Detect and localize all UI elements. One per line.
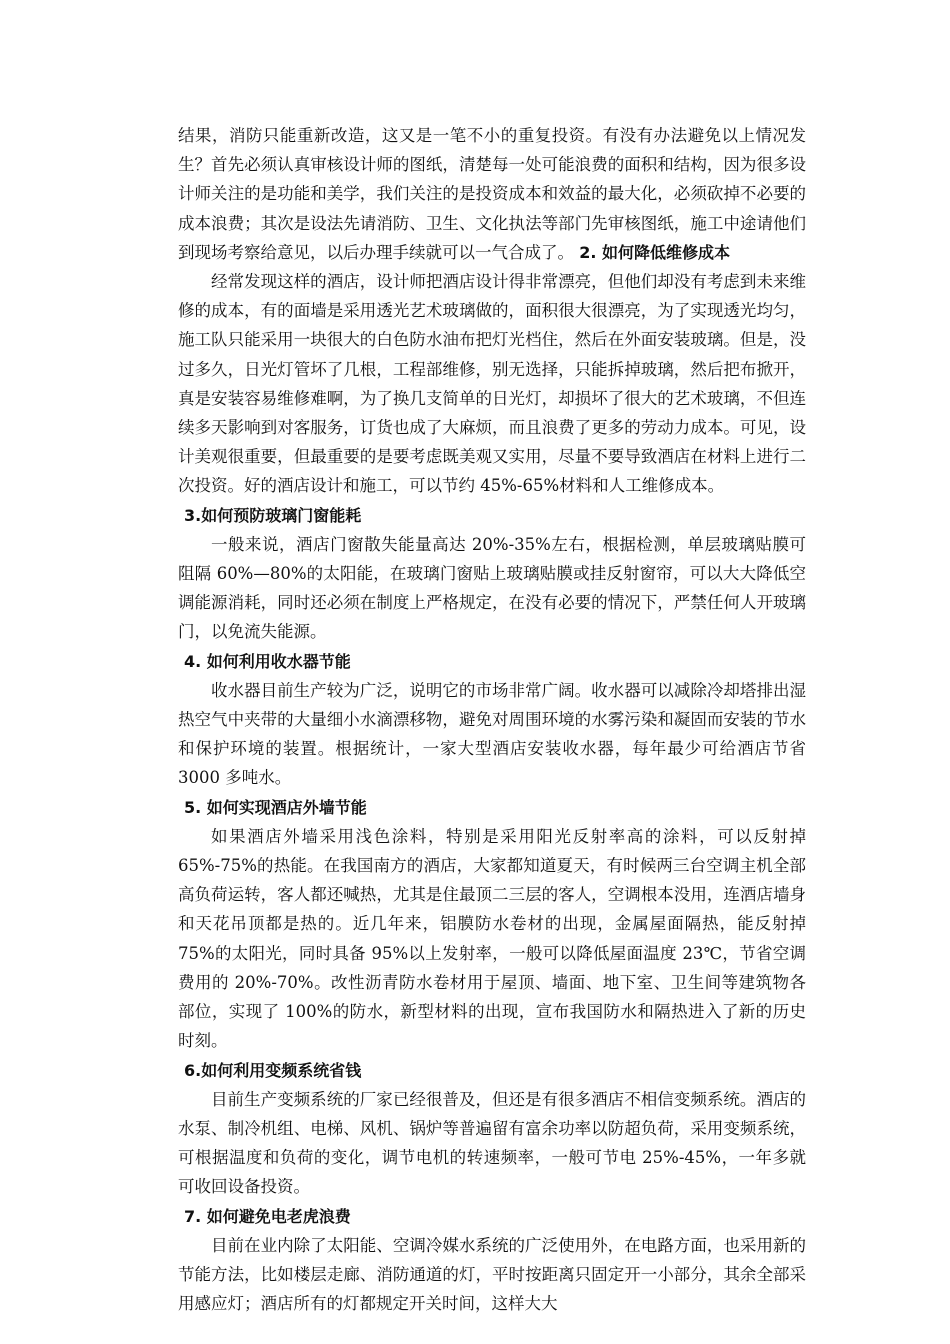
heading-4: 4. 如何利用收水器节能 (184, 651, 351, 671)
heading-5: 5. 如何实现酒店外墙节能 (184, 797, 367, 817)
paragraph-3: 一般来说，酒店门窗散失能量高达 20%-35%左右，根据检测，单层玻璃贴膜可阻隔 60%—80%的太阳能，在玻璃门窗贴上玻璃贴膜或挂反射窗帘，可以大大降低空调能源消耗，同时还必须在制度上严格规定，在没有必要的情况下，严禁任何人开玻璃门，以免流失能源。 (178, 534, 806, 642)
heading-6: 6.如何利用变频系统省钱 (184, 1060, 362, 1080)
paragraph-7: 目前在业内除了太阳能、空调冷媒水系统的广泛使用外，在电路方面，也采用新的节能方法，比如楼层走廊、消防通道的灯，平时按距离只固定开一小部分，其余全部采用感应灯；酒店所有的灯都规定开关时间，这样大大 (178, 1235, 806, 1314)
paragraph-1 (178, 121, 806, 267)
document-body (178, 121, 806, 1318)
paragraph-2: 经常发现这样的酒店，设计师把酒店设计得非常漂亮，但他们却没有考虑到未来维修的成本，有的面墙是采用透光艺术玻璃做的，面积很大很漂亮，为了实现透光均匀，施工队只能采用一块很大的白色防水油布把灯光档住，然后在外面安装玻璃。但是，没过多久，日光灯管坏了几根，工程部维修，别无选择，只能拆掉玻璃，然后把布掀开，真是安装容易维修难啊，为了换几支简单的日光灯，却损坏了很大的艺术玻璃，不但连续多天影响到对客服务，订货也成了大麻烦，而且浪费了更多的劳动力成本。可见，设计美观很重要，但最重要的是要考虑既美观又实用，尽量不要导致酒店在材料上进行二次投资。好的酒店设计和施工，可以节约 45%-65%材料和人工维修成本。 (178, 272, 806, 496)
heading-7: 7. 如何避免电老虎浪费 (184, 1206, 351, 1226)
paragraph-6: 目前生产变频系统的厂家已经很普及，但还是有很多酒店不相信变频系统。酒店的水泵、制冷机组、电梯、风机、锅炉等普遍留有富余功率以防超负荷，采用变频系统，可根据温度和负荷的变化，调节电机的转速频率，一般可节电 25%-45%，一年多就可收回设备投资。 (178, 1089, 806, 1197)
heading-3: 3.如何预防玻璃门窗能耗 (184, 505, 362, 525)
paragraph-5: 如果酒店外墙采用浅色涂料，特别是采用阳光反射率高的涂料，可以反射掉 65%-75%的热能。在我国南方的酒店，大家都知道夏天，有时候两三台空调主机全部高负荷运转，客人都还喊热，尤其是住最顶二三层的客人，空调根本没用，连酒店墙身和天花吊顶都是热的。近几年来，铝膜防水卷材的出现，金属屋面隔热，能反射掉 75%的太阳光，同时具备 95%以上发射率，一般可以降低屋面温度 23℃，节省空调费用的 20%-70%。改性沥青防水卷材用于屋顶、墙面、地下室、卫生间等建筑物各部位，实现了 100%的防水，新型材料的出现，宣布我国防水和隔热进入了新的历史时刻。 (178, 826, 806, 1051)
paragraph-1-text: 结果，消防只能重新改造，这又是一笔不小的重复投资。有没有办法避免以上情况发生？首先必须认真审核设计师的图纸，清楚每一处可能浪费的面积和结构，因为很多设计师关注的是功能和美学，我们关注的是投资成本和效益的最大化，必须砍掉不必要的成本浪费；其次是设法先请消防、卫生、文化执法等部门先审核图纸，施工中途请他们到现场考察给意见，以后办理手续就可以一气合成了。 (178, 126, 806, 262)
heading-2: 2. 如何降低维修成本 (579, 242, 731, 262)
paragraph-4: 收水器目前生产较为广泛，说明它的市场非常广阔。收水器可以减除冷却塔排出湿热空气中夹带的大量细小水滴漂移物，避免对周围环境的水雾污染和凝固而安装的节水和保护环境的装置。根据统计，一家大型酒店安装收水器，每年最少可给酒店节省 3000 多吨水。 (178, 680, 806, 788)
